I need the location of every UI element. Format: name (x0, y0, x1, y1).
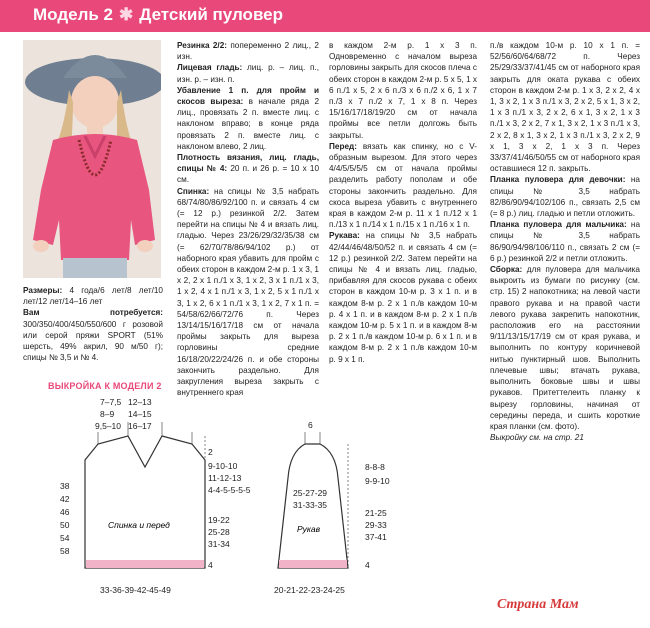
pattern-reference: Выкройку см. на стр. 21 (490, 433, 584, 443)
sleeve-dim-right-1: 8-8-8 (365, 462, 385, 472)
model-name: Детский пуловер (139, 5, 284, 24)
dim-top-1b: 12–13 (128, 397, 152, 407)
dim-top-2: 8–9 (100, 409, 115, 419)
gauge-text: 20 п. и 26 р. = 10 х 10 см. (177, 164, 320, 185)
dim-right-6: 25-28 (208, 527, 230, 537)
dim-right-2: 9-10-10 (208, 461, 238, 471)
dim-left-3: 46 (60, 507, 70, 517)
sleeve-dim-right-5: 37-41 (365, 532, 387, 542)
front-label: Перед: (329, 141, 357, 151)
sleeve-dim-right-6: 4 (365, 560, 370, 570)
star-icon: ✱ (119, 5, 134, 24)
back-label: Спинка: (177, 186, 210, 196)
assembly-text: для пуловера для мальчика выкроить из бумаги по рисунку (см. стр. 15) 2 напокотника; на левой части правого рукава и на правой части левого рукава закрепить напокотник, расположив его на расстоянии 9/11/13/15/17/19 см от края рукава, и выполнить по контуру коричневой нитью пунктирный шов. Выполнить плечевые швы; втачать рукава, выполнить боковые швы и швы рукавов. Притеттелеить планку к вырезу горловины, начиная от середины переда, и сшить короткие края планки (см. фото). (490, 265, 640, 431)
dim-top-1: 7–7,5 (100, 397, 122, 407)
dim-left-6: 58 (60, 546, 70, 556)
decrease-text: в начале ряда 2 лиц., провязать 2 п. вместе лиц. с наклоном вправо; в конце ряда провязать 2 п. вместе лиц. с наклоном влево, 2 лиц. (177, 97, 319, 151)
sleeve-dim-right-4: 29-33 (365, 520, 387, 530)
girl-band-text: на спицы № 3,5 набрать 82/86/90/94/102/106 п., связать 2,5 см (= 8 р.) лиц. гладью и петли отложить. (490, 175, 640, 219)
stockinette-label: Лицевая гладь: (177, 63, 243, 73)
sleeve-label: Рукав (297, 524, 321, 534)
dim-top-2b: 14–15 (128, 409, 152, 419)
back-text: на спицы № 3,5 набрать 68/74/80/86/92/100 п. и связать 4 см (= 12 р.) резинкой 2/2. Затем перейти на спицы № 4 и вязать лиц. гладью. Через 23/26/29/32/35/38 см (= 62/70/78/86/94/102 р.) от наборного края убавить для пройм с обеих сторон в каждом 2-м р. 1 х 3, 1 х 2, 2 х 1 п./1 х 3, 1 х 2, 3 х 1 п./1 х 3, 1 х 2, 4 х 1 п./1 х 3, 1 х 2, 5 х 1 п./1 х 3, 1 х 2, 6 х 1 п./1 х 3, 1 х 2, 7 х 1 п. = 54/58/62/66/72/76 п. Через 13/14/15/16/17/18 см от начала проймы закрыть для выреза горловины средние 16/18/20/22/24/26 п. и обе стороны закончить раздельно. Для закругления выреза закрыть с внутреннего края (177, 186, 319, 398)
materials-text: 300/350/400/450/550/600 г розовой или серой пряжи SPORT (51% шерсть, 49% акрил, 90 м/50 г); спицы № 3,5 и № 4. (23, 319, 163, 363)
back-continued-text: в каждом 2-м р. 1 х 3 п. Одновременно с началом выреза горловины закрыть для скосов плеча с обеих сторон в каждом 2-м р. 5 х 5, 1 х 6 п./1 х 5, 2 х 6 п./3 х 6 п./2 х 6, 1 х 7 п./3 х 7 п./2 х 7, 1 х 8 п. Через 15/16/17/18/19/20 см от начала проймы все петли долгожь быть закрыты. (329, 41, 478, 140)
sizes-text: 4 года/6 лет/8 лет/10 лет/12 лет/14–16 лет (23, 286, 163, 307)
rib-label: Резинка 2/2: (177, 41, 227, 50)
dim-left-4: 50 (60, 520, 70, 530)
dim-right-7: 31-34 (208, 539, 230, 549)
column-4 (490, 40, 640, 443)
sleeve-dim-right-3: 21-25 (365, 508, 387, 518)
sleeve-dim-right-2: 9-9-10 (365, 476, 390, 486)
sleeve-dim-inner-1: 25-27-29 (293, 488, 328, 498)
sleeve-dim-bottom: 20-21-22-23-24-25 (274, 585, 345, 595)
page-header (0, 0, 650, 32)
column-2 (177, 40, 319, 399)
boy-band-label: Планка пуловера для мальчика: (490, 220, 627, 230)
body-label: Спинка и перед (108, 520, 170, 530)
column-3 (329, 40, 477, 365)
sleeve-dim-inner-2: 31-33-35 (293, 500, 328, 510)
sizes-label: Размеры: (23, 286, 63, 295)
boy-band-text: на спицы № 3,5 набрать 86/90/94/98/106/110 п., связать 2 см (= 6 р.) резинкой 2/2 и петли отложить. (490, 220, 640, 263)
sleeves-text: на спицы № 3,5 набрать 42/44/46/48/50/52 п. и связать 4 см (= 12 р.) резинкой 2/2. Затем перейти на спицы № 4 и вязать лиц. гладью, прибавляя для скосов рукава с обеих сторон в каждом 10-м р. 3 х 1 п. и в каждом 8-м р. 2 х 1 п./в каждом 10-м р. 4 х 1 п. и в каждом 8-м р. 2 х 1 п./в каждом 10-м р. 5 х 1 п. и в каждом 8-м р. 2 х 1 п./в каждом 10-м р. 6 х 1 п. и в каждом 8-м р. 2 х 1 п./в каждом 10-м р. 9 х 1 п. (329, 231, 477, 364)
stockinette-text: лиц. р. – лиц. п., изн. р. – изн. п. (177, 63, 319, 84)
pattern-diagram (0, 392, 480, 602)
dim-right-8: 4 (208, 560, 213, 570)
watermark-logo: Страна Мам (497, 597, 579, 612)
dim-top-3: 9,5–10 (95, 421, 121, 431)
dim-bottom: 33-36-39-42-45-49 (100, 585, 171, 595)
girl-band-label: Планка пуловера для девочки: (490, 175, 626, 185)
dim-right-1: 2 (208, 447, 213, 457)
sleeve-dim-top: 6 (308, 420, 313, 430)
rib-text: попеременно 2 лиц., 2 изн. (177, 41, 319, 62)
column-sizes (23, 285, 163, 363)
sleeves-continued-text: п./в каждом 10-м р. 10 х 1 п. = 52/56/60/64/68/72 п. Через 25/29/33/37/41/45 см от наборного края закрыть для оката рукава с обеих сторон в каждом 2-м р. 1 х 3, 2 х 2, 4 х 1, 3 х 2, 1 х 3 п./1 х 3, 2 х 2, 5 х 1, 3 х 2, 1 х 3 п./1 х 3, 2 х 2, 6 х 1, 3 х 2, 1 х 3 п./1 х 3, 2 х 2, 7 х 1, 3 х 2, 1 х 3 п./1 х 3, 2 х 2, 8 х 1, 3 х 2, 1 х 3 п./1 х 3, 2 х 2, 9 х 1, 3 х 2, 1 х 3 п. Через 33/37/41/46/50/55 см от наборного края оставшиеся 12 п. закрыть. (490, 41, 640, 174)
dim-right-4: 4-4-5-5-5-5 (208, 485, 251, 495)
dim-right-3: 11-12-13 (208, 473, 242, 483)
decrease-label: Убавление 1 п. для пройм и скосов выреза: (177, 85, 319, 107)
gauge-label: Плотность вязания, лиц. гладь, спицы № 4: (177, 153, 319, 174)
front-text: вязать как спинку, но с V-образным вырезом. Для этого через 4/4/5/5/5/5 см от начала проймы разделить работу пополам и обе стороны закончить раздельно. Для скоса выреза убавить с внутреннего края в каждом 2-м р. 11 х 1 п./12 х 1 п./13 х 1 п./14 х 1 п./15 х 1 п./16 х 1 п. (329, 141, 477, 230)
child-illustration (23, 40, 161, 278)
assembly-label: Сборка: (490, 265, 523, 275)
dim-left-2: 42 (60, 494, 70, 504)
child-photo (23, 40, 161, 278)
pattern-section-title: ВЫКРОЙКА К МОДЕЛИ 2 (48, 381, 162, 391)
sleeves-label: Рукава: (329, 231, 360, 241)
materials-label: Вам потребуется: (23, 308, 163, 318)
dim-top-3b: 16–17 (128, 421, 152, 431)
dim-left-1: 38 (60, 481, 70, 491)
dim-left-5: 54 (60, 533, 70, 543)
header-title (33, 5, 283, 25)
model-number: Модель 2 (33, 5, 113, 24)
dim-right-5: 19-22 (208, 515, 230, 525)
body-piece (85, 422, 205, 568)
